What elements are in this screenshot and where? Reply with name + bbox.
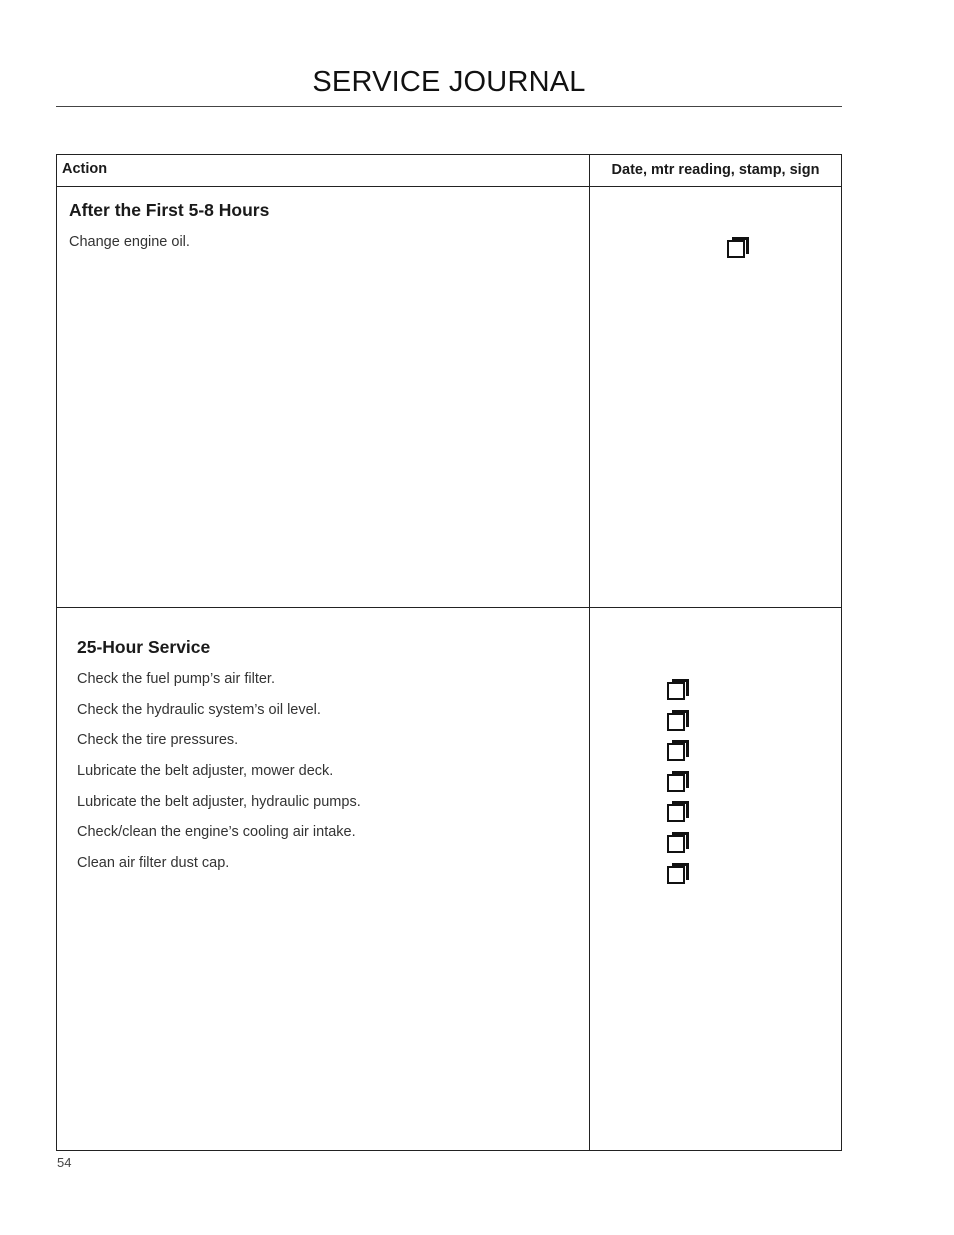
header-date-reading-stamp-sign: Date, mtr reading, stamp, sign [611,162,820,178]
checkbox-icon[interactable] [667,713,685,731]
task-item: Check the hydraulic system’s oil level. [77,702,321,718]
task-item: Lubricate the belt adjuster, mower deck. [77,763,334,779]
checkbox-icon[interactable] [727,240,745,258]
column-divider [589,155,590,1150]
task-item: Check the tire pressures. [77,732,239,748]
service-journal-table [56,154,842,1151]
page-title: SERVICE JOURNAL [312,66,586,98]
task-item: Lubricate the belt adjuster, hydraulic pumps. [77,794,361,810]
checkbox-icon[interactable] [667,743,685,761]
page-number: 54 [57,1155,72,1170]
checkbox-icon[interactable] [667,774,685,792]
section-title-25-hour-service: 25-Hour Service [77,637,211,657]
section-title-first-5-8-hours: After the First 5-8 Hours [69,200,270,220]
task-item: Check the fuel pump’s air filter. [77,671,275,687]
task-item: Check/clean the engine’s cooling air intake. [77,824,356,840]
task-item: Clean air filter dust cap. [77,855,230,871]
checkbox-icon[interactable] [667,866,685,884]
task-item: Change engine oil. [69,234,190,250]
title-rule [56,106,842,107]
header-action: Action [62,161,108,177]
checkbox-icon[interactable] [667,835,685,853]
section-divider [57,607,841,608]
checkbox-icon[interactable] [667,804,685,822]
checkbox-icon[interactable] [667,682,685,700]
header-divider [57,186,841,187]
